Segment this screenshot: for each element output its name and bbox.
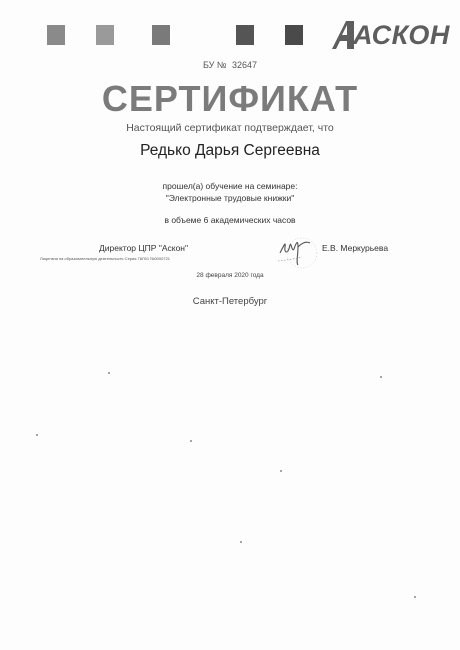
issue-city: Санкт-Петербург xyxy=(192,296,268,307)
seminar-title: "Электронные трудовые книжки" xyxy=(165,193,295,203)
certificate-number xyxy=(0,60,460,70)
training-text: прошел(а) обучение на семинаре: xyxy=(162,181,298,191)
certificate-subtitle: Настоящий сертификат подтверждает, что xyxy=(126,122,334,134)
scan-speck xyxy=(280,470,282,472)
scan-speck xyxy=(240,541,242,543)
certificate-title: СЕРТИФИКАТ xyxy=(101,78,359,119)
askon-logo xyxy=(330,18,450,52)
scan-speck xyxy=(36,434,38,436)
director-label: Директор ЦПР "Аскон" xyxy=(99,243,189,253)
number-value: 32647 xyxy=(232,60,258,70)
decorative-square xyxy=(47,25,65,45)
logo-text: АСКОН xyxy=(353,19,450,50)
decorative-square xyxy=(285,25,303,45)
decorative-square xyxy=(96,25,114,45)
handwritten-signature xyxy=(276,233,318,269)
decorative-square xyxy=(236,25,254,45)
scan-speck xyxy=(190,440,192,442)
license-text: Лицензия на образовательную деятельность Серия 78Л01 №0000721 xyxy=(40,256,171,261)
hours-text: в объеме 6 академических часов xyxy=(164,215,296,225)
scan-speck xyxy=(414,596,416,598)
decorative-square xyxy=(152,25,170,45)
signatory-name: Е.В. Меркурьева xyxy=(322,243,389,253)
scan-speck xyxy=(380,376,382,378)
recipient-name: Редько Дарья Сергеевна xyxy=(140,142,320,159)
number-label: БУ № xyxy=(202,60,227,70)
issue-date: 28 февраля 2020 года xyxy=(196,272,264,279)
scan-speck xyxy=(108,372,110,374)
